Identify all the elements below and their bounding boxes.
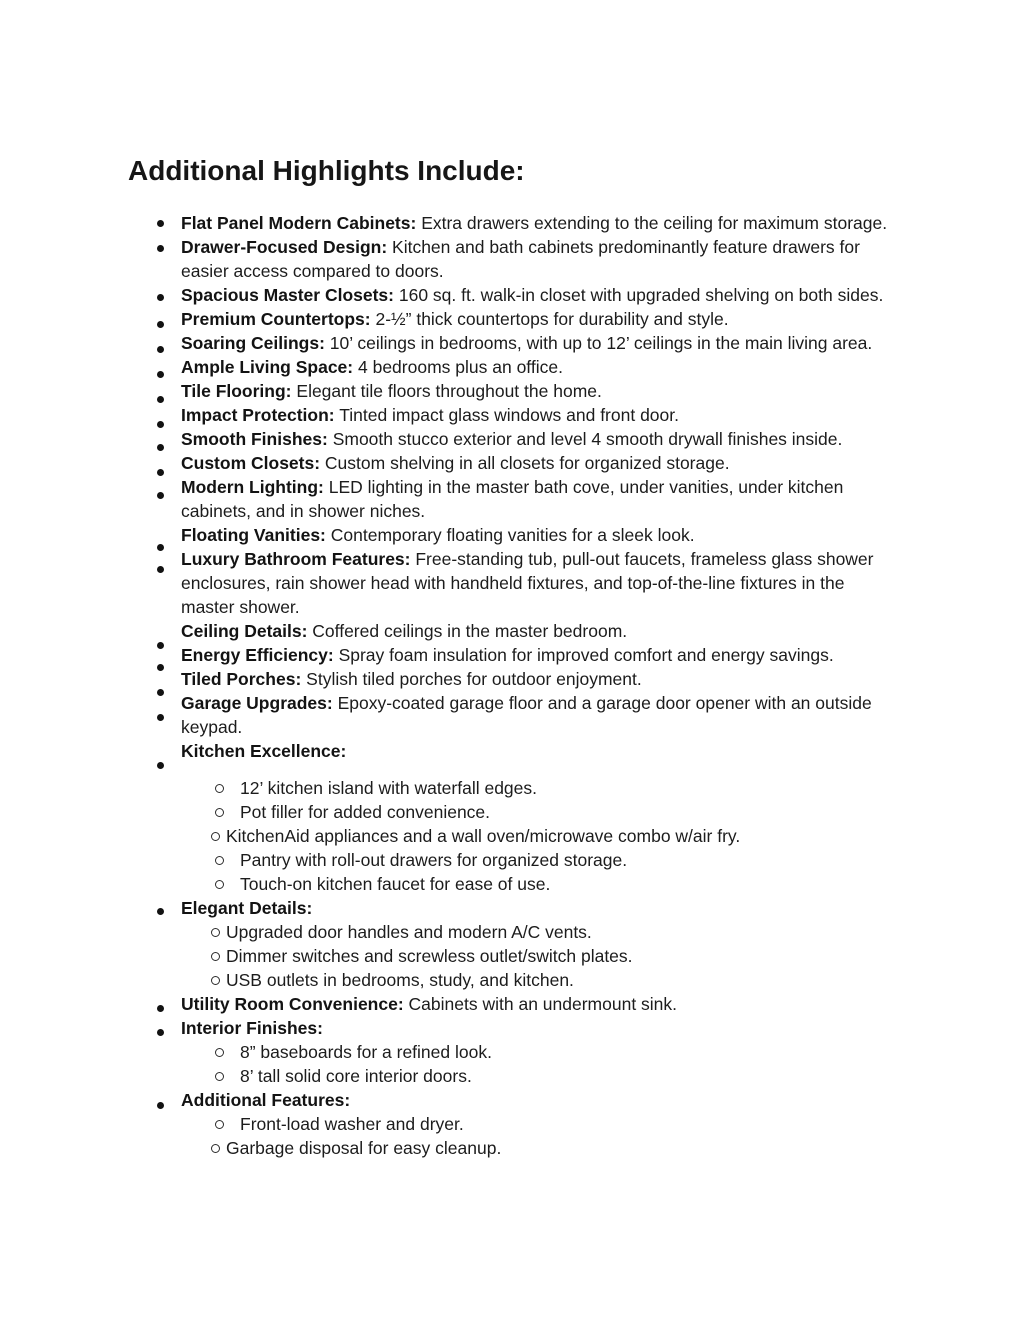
item-label: Soaring Ceilings:: [181, 333, 325, 353]
sub-list: [128, 776, 901, 896]
sub-item-text: KitchenAid appliances and a wall oven/microwave combo w/air fry.: [226, 826, 741, 846]
list-item: [128, 307, 901, 331]
list-item-line: [128, 283, 901, 307]
bullet-icon: [157, 1102, 164, 1109]
sub-list-item: [128, 824, 901, 848]
list-item: [128, 475, 901, 523]
item-label: Tile Flooring:: [181, 381, 292, 401]
item-label: Smooth Finishes:: [181, 429, 328, 449]
sub-item-text: Touch-on kitchen faucet for ease of use.: [240, 874, 551, 894]
item-text: 4 bedrooms plus an office.: [358, 357, 563, 377]
list-item: [128, 1088, 901, 1160]
sub-list-item: [128, 1064, 901, 1088]
sub-list-item: [128, 872, 901, 896]
list-item-line: [128, 992, 901, 1016]
item-text: Epoxy-coated garage floor and a garage door opener with an outside keypad.: [181, 693, 872, 737]
list-item: [128, 547, 901, 619]
item-label: Impact Protection:: [181, 405, 335, 425]
bullet-icon: [157, 220, 164, 227]
sub-list-item: [128, 1112, 901, 1136]
item-text: Kitchen and bath cabinets predominantly feature drawers for easier access compared to doors.: [181, 237, 860, 281]
item-label: Tiled Porches:: [181, 669, 302, 689]
circle-bullet-icon: [211, 976, 220, 985]
sub-item-text: Upgraded door handles and modern A/C vents.: [226, 922, 592, 942]
list-item: [128, 211, 901, 235]
list-item: [128, 331, 901, 355]
list-item: [128, 896, 901, 992]
list-item-line: [128, 235, 901, 283]
item-label: Energy Efficiency:: [181, 645, 334, 665]
sub-item-text: Pantry with roll-out drawers for organized storage.: [240, 850, 628, 870]
circle-bullet-icon: [215, 784, 224, 793]
sub-list-item: [128, 1040, 901, 1064]
item-label: Floating Vanities:: [181, 525, 326, 545]
sub-list: [128, 920, 901, 992]
list-item: [128, 523, 901, 547]
sub-item-text: Garbage disposal for easy cleanup.: [226, 1138, 502, 1158]
list-item: [128, 739, 901, 896]
list-item-line: [128, 307, 901, 331]
list-item-line: [128, 379, 901, 403]
bullet-icon: [157, 908, 164, 915]
item-label: Utility Room Convenience:: [181, 994, 404, 1014]
list-item-line: [128, 619, 901, 643]
sub-item-text: 8’ tall solid core interior doors.: [240, 1066, 472, 1086]
bullet-icon: [157, 371, 164, 378]
circle-bullet-icon: [211, 1144, 220, 1153]
list-item-line: [128, 643, 901, 667]
item-text: Spray foam insulation for improved comfort and energy savings.: [338, 645, 834, 665]
bullet-icon: [157, 444, 164, 451]
page-title: Additional Highlights Include:: [128, 155, 525, 186]
item-label: Flat Panel Modern Cabinets:: [181, 213, 417, 233]
item-label: Garage Upgrades:: [181, 693, 333, 713]
list-item: [128, 379, 901, 403]
item-label: Kitchen Excellence:: [181, 741, 347, 761]
bullet-icon: [157, 1029, 164, 1036]
bullet-icon: [157, 294, 164, 301]
sub-item-text: USB outlets in bedrooms, study, and kitchen.: [226, 970, 574, 990]
bullet-icon: [157, 245, 164, 252]
circle-bullet-icon: [215, 1072, 224, 1081]
bullet-icon: [157, 762, 164, 769]
sub-list-item: [128, 920, 901, 944]
list-item-line: [128, 691, 901, 739]
list-item-line: [128, 667, 901, 691]
circle-bullet-icon: [211, 928, 220, 937]
item-text: Free-standing tub, pull-out faucets, frameless glass shower enclosures, rain shower head with handheld fixtures, and top-of-the-line fixtures in the master shower.: [181, 549, 874, 617]
list-item-line: [128, 896, 901, 920]
bullet-icon: [157, 396, 164, 403]
list-item-line: [128, 739, 901, 763]
circle-bullet-icon: [215, 808, 224, 817]
item-label: Premium Countertops:: [181, 309, 371, 329]
item-label: Interior Finishes:: [181, 1018, 323, 1038]
list-item: [128, 235, 901, 283]
item-label: Additional Features:: [181, 1090, 351, 1110]
item-text: Coffered ceilings in the master bedroom.: [312, 621, 628, 641]
item-label: Drawer-Focused Design:: [181, 237, 388, 257]
sub-item-text: 12’ kitchen island with waterfall edges.: [240, 778, 538, 798]
list-item: [128, 643, 901, 667]
bullet-icon: [157, 492, 164, 499]
bullet-icon: [157, 1005, 164, 1012]
highlights-list: [128, 211, 901, 1160]
item-text: 160 sq. ft. walk-in closet with upgraded shelving on both sides.: [398, 285, 884, 305]
list-item-line: [128, 475, 901, 523]
circle-bullet-icon: [211, 832, 220, 841]
list-item-line: [128, 1088, 901, 1112]
circle-bullet-icon: [215, 880, 224, 889]
sub-list-item: [128, 800, 901, 824]
sub-list: [128, 1112, 901, 1160]
sub-item-text: Front-load washer and dryer.: [240, 1114, 464, 1134]
list-item: [128, 1016, 901, 1088]
item-text: 2-½” thick countertops for durability and style.: [375, 309, 729, 329]
list-item: [128, 992, 901, 1016]
item-text: Extra drawers extending to the ceiling for maximum storage.: [421, 213, 888, 233]
list-item: [128, 619, 901, 643]
circle-bullet-icon: [215, 856, 224, 865]
document-page: [128, 0, 901, 1160]
list-item-line: [128, 211, 901, 235]
circle-bullet-icon: [215, 1120, 224, 1129]
sub-item-text: Pot filler for added convenience.: [240, 802, 491, 822]
list-item-line: [128, 427, 901, 451]
bullet-icon: [157, 321, 164, 328]
item-label: Ample Living Space:: [181, 357, 354, 377]
bullet-icon: [157, 714, 164, 721]
sub-list-item: [128, 944, 901, 968]
list-item: [128, 451, 901, 475]
item-text: Contemporary floating vanities for a sleek look.: [330, 525, 695, 545]
item-text: Custom shelving in all closets for organized storage.: [324, 453, 730, 473]
item-text: LED lighting in the master bath cove, under vanities, under kitchen cabinets, and in shower niches.: [181, 477, 844, 521]
circle-bullet-icon: [215, 1048, 224, 1057]
item-text: Stylish tiled porches for outdoor enjoyment.: [306, 669, 642, 689]
sub-item-text: 8” baseboards for a refined look.: [240, 1042, 492, 1062]
list-item-line: [128, 403, 901, 427]
item-label: Custom Closets:: [181, 453, 321, 473]
item-label: Ceiling Details:: [181, 621, 308, 641]
list-item-line: [128, 547, 901, 619]
sub-list: [128, 1040, 901, 1088]
list-item: [128, 403, 901, 427]
sub-item-text: Dimmer switches and screwless outlet/switch plates.: [226, 946, 633, 966]
item-label: Luxury Bathroom Features:: [181, 549, 411, 569]
list-item-line: [128, 331, 901, 355]
item-text: Smooth stucco exterior and level 4 smooth drywall finishes inside.: [332, 429, 843, 449]
item-text: Elegant tile floors throughout the home.: [296, 381, 602, 401]
bullet-icon: [157, 346, 164, 353]
circle-bullet-icon: [211, 952, 220, 961]
item-text: Cabinets with an undermount sink.: [408, 994, 678, 1014]
list-item: [128, 355, 901, 379]
list-item: [128, 691, 901, 739]
sub-list-item: [128, 848, 901, 872]
item-label: Spacious Master Closets:: [181, 285, 394, 305]
item-label: Modern Lighting:: [181, 477, 324, 497]
list-item-line: [128, 451, 901, 475]
item-label: Elegant Details:: [181, 898, 313, 918]
list-item: [128, 283, 901, 307]
bullet-icon: [157, 566, 164, 573]
item-text: Tinted impact glass windows and front door.: [339, 405, 679, 425]
list-item-line: [128, 1016, 901, 1040]
sub-list-item: [128, 1136, 901, 1160]
item-text: 10’ ceilings in bedrooms, with up to 12’ ceilings in the main living area.: [329, 333, 873, 353]
list-item: [128, 427, 901, 451]
sub-list-item: [128, 968, 901, 992]
list-item-line: [128, 355, 901, 379]
sub-list-item: [128, 776, 901, 800]
list-item-line: [128, 523, 901, 547]
list-item: [128, 667, 901, 691]
